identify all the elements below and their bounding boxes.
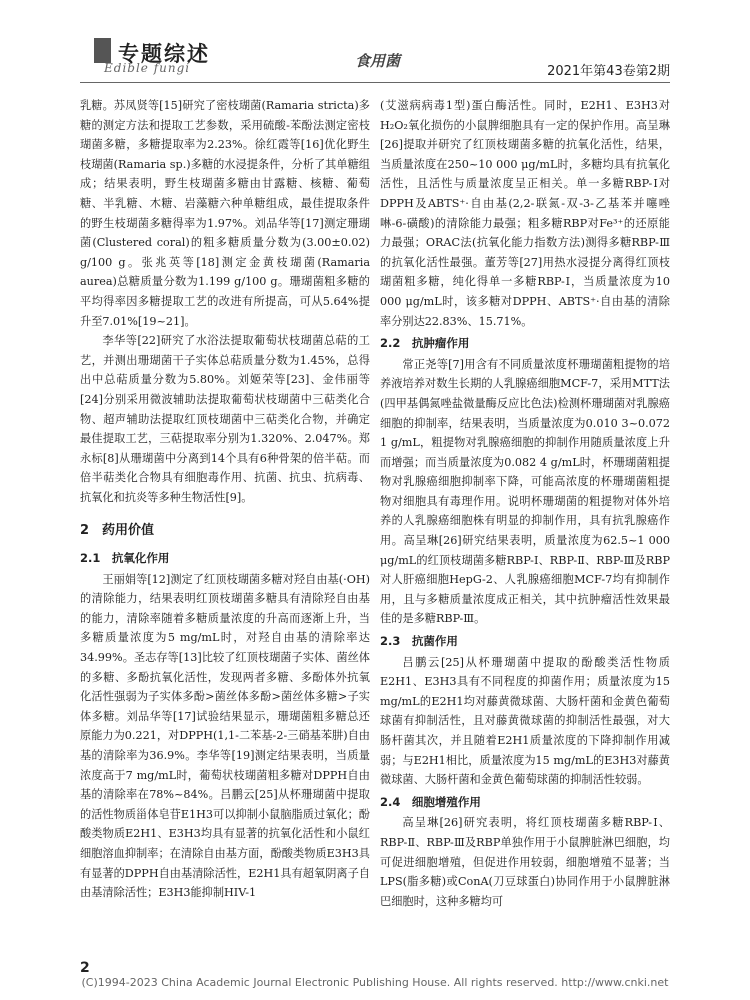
journal-name: 食用菌 xyxy=(355,52,401,70)
page-number: 2 xyxy=(80,960,90,976)
body-paragraph: 乳糖。苏凤贤等[15]研究了密枝瑚菌(Ramaria stricta)多糖的测定方法和提取工艺参数，采用硫酸-苯酚法测定密枝瑚菌多糖，多糖提取率为2.23%。徐红霞等[16]优化野生枝瑚菌(Ramaria sp.)多糖的水浸提条件，分析了其单糖组成；结果表明，野生枝瑚菌多糖由甘露糖、核糖、葡萄糖、半乳糖、木糖、岩藻糖六种单糖组成，最佳提取条件的野生枝瑚菌多糖得率为1.97%。刘品华等[17]测定珊瑚菌(Clustered coral)的粗多糖质量分数为(3.00±0.02) g/100 g。张兆英等[18]测定金黄枝瑚菌(Ramaria aurea)总糖质量分数为1.199 g/100 g。珊瑚菌粗多糖的平均得率因多糖提取工艺的改进有所提高，可从5.64%提升至7.01%[19~21]。 xyxy=(80,99,370,328)
section-logo-mark xyxy=(94,38,111,63)
body-paragraph: 高呈琳[26]研究表明，将红顶枝瑚菌多糖RBP-Ⅰ、RBP-Ⅱ、RBP-Ⅲ及RBP单独作用于小鼠脾脏淋巴细胞，均可促进细胞增殖，但促进作用较弱，细胞增殖不显著；当LPS(脂多糖)或ConA(刀豆球蛋白)协同作用于小鼠脾脏淋巴细胞时，这种多糖均可 xyxy=(380,816,670,908)
section-heading: 2 药用价值 xyxy=(80,523,155,539)
subsection-heading: 2.3 抗菌作用 xyxy=(380,634,458,649)
section-title: 专题综述 xyxy=(118,42,210,66)
subsection-heading: 2.2 抗肿瘤作用 xyxy=(380,336,470,351)
body-paragraph: 王丽娟等[12]测定了红顶枝瑚菌多糖对羟自由基(·OH)的清除能力，结果表明红顶枝瑚菌多糖具有清除羟自由基的能力，清除率随着多糖质量浓度的升高而逐渐上升，当多糖质量浓度为5 mg/mL时，对羟自由基的清除率达34.99%。圣志存等[13]比较了红顶枝瑚菌子实体、菌丝体的多糖、多酚抗氧化活性，发现两者多糖、多酚体外抗氧化活性强弱为子实体多酚>菌丝体多酚>菌丝体多糖>子实体多糖。刘品华等[17]试验结果显示，珊瑚菌粗多糖总还原能力为0.221，对DPPH(1,1-二苯基-2-三硝基苯肼)自由基的清除率为36.9%。李华等[19]测定结果表明，当质量浓度高于7 mg/mL时，葡萄状枝瑚菌粗多糖对DPPH自由基的清除率在78%~84%。吕鹏云[25]从杯珊瑚菌中提取的活性物质甾体皂苷E1H3可以抑制小鼠脑脂质过氧化；酚酸类物质E2H1、E3H3均具有显著的抗氧化活性和小鼠红细胞溶血抑制率；在清除自由基方面，酚酸类物质E3H3具有显著的DPPH自由基清除活性，E2H1具有超氧阴离子自由基清除活性；E3H3能抑制HIV-1 xyxy=(80,572,370,900)
left-column xyxy=(80,96,370,903)
subsection-heading: 2.4 细胞增殖作用 xyxy=(380,794,481,809)
issue-info: 2021年第43卷第2期 xyxy=(547,64,670,79)
body-paragraph: (艾滋病病毒1型)蛋白酶活性。同时，E2H1、E3H3对H₂O₂氧化损伤的小鼠脾细胞具有一定的保护作用。高呈琳[26]提取并研究了红顶枝瑚菌多糖的抗氧化活性，结果，当质量浓度在250~10 000 μg/mL时，多糖均具有抗氧化活性，且活性与质量浓度呈正相关。单一多糖RBP-Ⅰ对DPPH及ABTS⁺·自由基(2,2-联氮-双-3-乙基苯并噻唑啉-6-磺酸)的清除能力最强；粗多糖RBP对Fe³⁺的还原能力最强；ORAC法(抗氧化能力指数方法)测得多糖RBP-Ⅲ的抗氧化活性最强。董芳等[27]用热水浸提分离得红顶枝瑚菌粗多糖，纯化得单一多糖RBP-Ⅰ，当质量浓度为10 000 μg/mL时，该多糖对DPPH、ABTS⁺·自由基的清除率分别达22.83%、15.71%。 xyxy=(380,99,670,328)
body-paragraph: 常正尧等[7]用含有不同质量浓度杯珊瑚菌粗提物的培养液培养对数生长期的人乳腺癌细胞MCF-7，采用MTT法(四甲基偶氮唑盐微量酶反应比色法)检测杯珊瑚菌对乳腺癌细胞的抑制率，结果表明，当质量浓度为0.010 3~0.072 1 g/mL，粗提物对乳腺癌细胞的抑制作用随质量浓度上升而增强；而当质量浓度为0.082 4 g/mL时，杯珊瑚菌粗提物对乳腺癌细胞抑制率下降，可能高浓度的杯珊瑚菌粗提物对细胞具有毒理作用。说明杯珊瑚菌的粗提物对体外培养的人乳腺癌细胞株有明显的抑制作用，具有抗乳腺癌作用。高呈琳[26]研究结果表明，质量浓度为62.5~1 000 μg/mL的红顶枝瑚菌多糖RBP-Ⅰ、RBP-Ⅱ、RBP-Ⅲ及RBP对人肝癌细胞HepG-2、人乳腺癌细胞MCF-7均有抑制作用，且与多糖质量浓度成正相关，其中抗肿瘤活性效果最佳的是多糖RBP-Ⅲ。 xyxy=(380,357,670,626)
subsection-heading: 2.1 抗氧化作用 xyxy=(80,551,170,566)
section-subtitle: Edible fungi xyxy=(104,61,191,75)
right-column xyxy=(380,96,670,911)
copyright-notice: (C)1994-2023 China Academic Journal Electronic Publishing House. All rights reserved. http://www.cnki.net xyxy=(81,976,669,989)
page-header xyxy=(0,0,750,80)
body-paragraph: 李华等[22]研究了水浴法提取葡萄状枝瑚菌总萜的工艺，并测出珊瑚菌干子实体总萜质量分数为1.45%，总得出中总萜质量分数为5.80%。刘姬荣等[23]、金伟丽等[24]分别采用微波辅助法提取葡萄状枝瑚菌中三萜类化合物、超声辅助法提取红顶枝瑚菌中三萜类化合物，并确定最佳提取工艺，三萜提取率分别为1.320%、2.047%。郑永标[8]从珊瑚菌中分离到14个具有6种骨架的倍半萜。而倍半萜类化合物具有细胞毒作用、抗菌、抗虫、抗病毒、抗氧化和抗炎等多种生物活性[9]。 xyxy=(80,334,370,504)
body-paragraph: 吕鹏云[25]从杯珊瑚菌中提取的酚酸类活性物质E2H1、E3H3具有不同程度的抑菌作用；质量浓度为15 mg/mL的E2H1均对藤黄微球菌、大肠杆菌和金黄色葡萄球菌有抑制活性，且对藤黄微球菌的抑制活性最强，对大肠杆菌其次，并且随着E2H1质量浓度的下降抑制作用减弱；与E2H1相比，质量浓度为15 mg/mL的E3H3对藤黄微球菌、大肠杆菌和金黄色葡萄球菌的抑制活性较弱。 xyxy=(380,655,670,787)
header-rule xyxy=(80,82,670,83)
